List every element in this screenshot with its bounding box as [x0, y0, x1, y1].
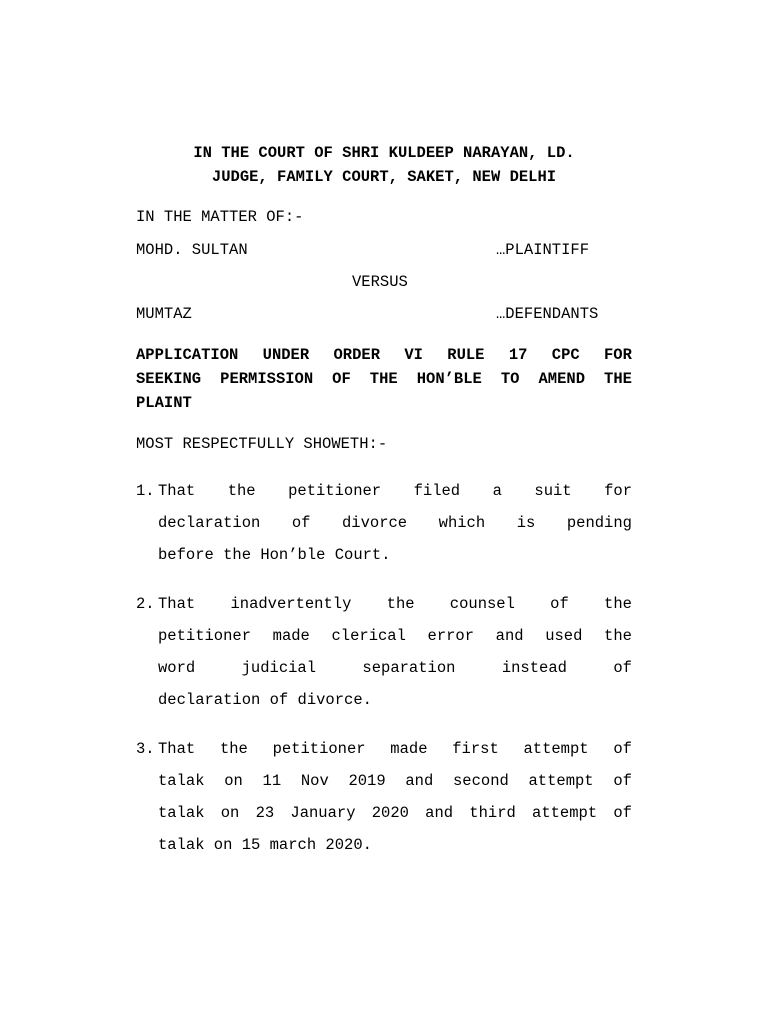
paragraph-word: of	[550, 595, 569, 613]
paragraph-word: on	[220, 804, 240, 822]
paragraph-word: of	[613, 659, 632, 677]
paragraph-word: divorce	[342, 514, 408, 532]
paragraph-word: clerical	[331, 627, 406, 645]
plaintiff-name: MOHD. SULTAN	[136, 241, 248, 259]
paragraph-3-line-1	[158, 740, 632, 758]
paragraph-word: made	[390, 740, 428, 758]
plaintiff-role: …PLAINTIFF	[496, 241, 590, 259]
paragraph-word: That	[158, 740, 196, 758]
paragraph-word: separation	[362, 659, 456, 677]
title-word: THE	[369, 370, 398, 388]
title-word: APPLICATION	[136, 346, 239, 364]
paragraph-word: declaration	[158, 514, 261, 532]
paragraph-word: made	[272, 627, 310, 645]
paragraph-1-line-2	[158, 514, 632, 532]
paragraph-2-line-4: declaration of divorce.	[158, 691, 372, 709]
paragraph-2-line-2	[158, 627, 632, 645]
title-word: PERMISSION	[220, 370, 314, 388]
title-word: FOR	[604, 346, 632, 364]
matter-of-label: IN THE MATTER OF:-	[136, 208, 304, 226]
title-word: ORDER	[333, 346, 381, 364]
paragraph-word: 2020	[371, 804, 409, 822]
title-word: OF	[332, 370, 351, 388]
paragraph-number: 1.	[136, 482, 155, 500]
paragraph-word: of	[613, 772, 632, 790]
paragraph-word: of	[613, 740, 632, 758]
paragraph-word: used	[545, 627, 583, 645]
paragraph-word: talak	[158, 804, 205, 822]
paragraph-word: of	[291, 514, 311, 532]
paragraph-number: 2.	[136, 595, 155, 613]
paragraph-word: 23	[255, 804, 275, 822]
paragraph-word: the	[604, 595, 632, 613]
court-heading-line-1: IN THE COURT OF SHRI KULDEEP NARAYAN, LD.	[193, 144, 575, 162]
paragraph-3-line-4: talak on 15 march 2020.	[158, 836, 372, 854]
paragraph-word: is	[516, 514, 536, 532]
defendant-role: …DEFENDANTS	[496, 305, 599, 323]
paragraph-word: counsel	[449, 595, 515, 613]
paragraph-word: which	[438, 514, 486, 532]
paragraph-word: petitioner	[158, 627, 252, 645]
paragraph-2-line-3	[158, 659, 632, 677]
paragraph-word: That	[158, 482, 196, 500]
paragraph-2-line-1	[158, 595, 632, 613]
paragraph-word: second	[452, 772, 509, 790]
application-title-line-3: PLAINT	[136, 394, 192, 412]
title-word: VI	[404, 346, 423, 364]
paragraph-word: suit	[534, 482, 572, 500]
court-heading-line-2: JUDGE, FAMILY COURT, SAKET, NEW DELHI	[211, 168, 557, 186]
paragraph-word: petitioner	[288, 482, 382, 500]
paragraph-word: for	[604, 482, 632, 500]
paragraph-word: of	[613, 804, 632, 822]
application-title-line-1	[136, 346, 632, 364]
paragraph-word: the	[386, 595, 415, 613]
paragraph-word: error	[427, 627, 475, 645]
paragraph-word: third	[469, 804, 516, 822]
paragraph-1-line-3: before the Hon’ble Court.	[158, 546, 391, 564]
paragraph-word: That	[158, 595, 196, 613]
paragraph-number: 3.	[136, 740, 155, 758]
paragraph-word: talak	[158, 772, 205, 790]
paragraph-word: filed	[413, 482, 461, 500]
paragraph-word: attempt	[523, 740, 589, 758]
title-word: RULE	[447, 346, 485, 364]
showeth-label: MOST RESPECTFULLY SHOWETH:-	[136, 435, 388, 453]
paragraph-word: first	[452, 740, 499, 758]
paragraph-word: 11	[262, 772, 282, 790]
title-word: UNDER	[262, 346, 310, 364]
paragraph-word: attempt	[528, 772, 594, 790]
title-word: TO	[500, 370, 520, 388]
application-title-line-2	[136, 370, 632, 388]
versus-label: VERSUS	[352, 273, 408, 291]
title-word: 17	[508, 346, 528, 364]
paragraph-word: on	[224, 772, 243, 790]
paragraph-word: pending	[566, 514, 632, 532]
paragraph-word: judicial	[241, 659, 317, 677]
paragraph-word: the	[604, 627, 632, 645]
paragraph-3-line-3	[158, 804, 632, 822]
paragraph-word: instead	[501, 659, 567, 677]
paragraph-1-line-1	[158, 482, 632, 500]
paragraph-word: and	[405, 772, 434, 790]
paragraph-word: attempt	[532, 804, 598, 822]
defendant-name: MUMTAZ	[136, 305, 192, 323]
paragraph-word: Nov	[300, 772, 329, 790]
paragraph-word: 2019	[348, 772, 386, 790]
title-word: THE	[604, 370, 632, 388]
title-word: HON’BLE	[416, 370, 482, 388]
title-word: SEEKING	[136, 370, 202, 388]
paragraph-3-line-2	[158, 772, 632, 790]
paragraph-word: a	[492, 482, 502, 500]
paragraph-word: inadvertently	[230, 595, 352, 613]
paragraph-word: and	[495, 627, 524, 645]
paragraph-word: petitioner	[272, 740, 366, 758]
paragraph-word: the	[219, 740, 248, 758]
title-word: CPC	[551, 346, 580, 364]
paragraph-word: January	[290, 804, 356, 822]
paragraph-word: the	[227, 482, 256, 500]
title-word: AMEND	[538, 370, 585, 388]
paragraph-word: word	[158, 659, 196, 677]
paragraph-word: and	[425, 804, 454, 822]
